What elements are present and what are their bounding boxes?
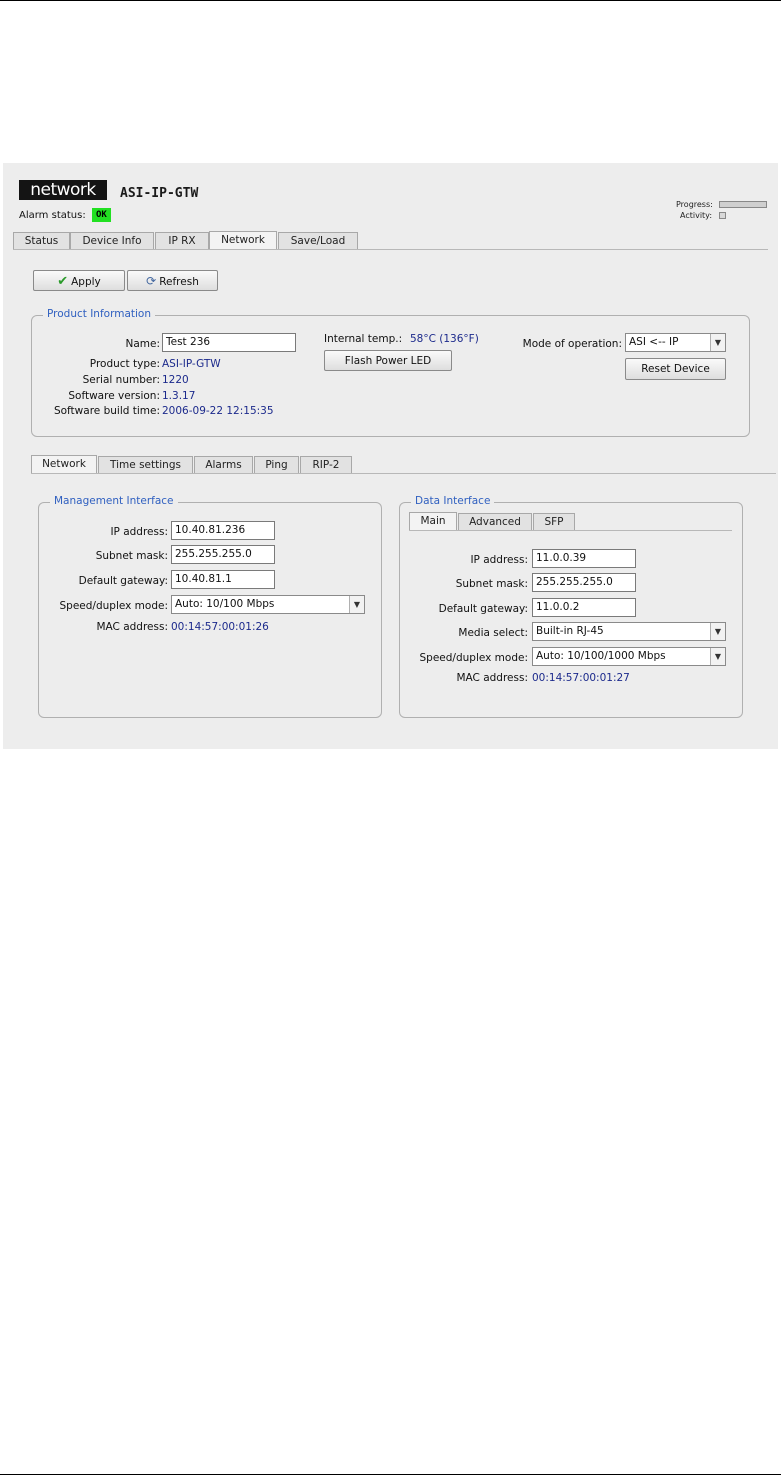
refresh-button[interactable]: ⟳ Refresh [127, 270, 218, 291]
name-label: Name: [125, 338, 160, 350]
software-version-value: 1.3.17 [162, 390, 196, 402]
data-tabs-underline [409, 530, 732, 531]
data-subnet-label: Subnet mask: [455, 578, 528, 590]
management-interface-title: Management Interface [50, 495, 178, 507]
mgmt-subnet-input[interactable]: 255.255.255.0 [171, 545, 275, 564]
sub-tabs-underline [31, 473, 776, 474]
tab-device-info[interactable]: Device Info [70, 232, 154, 250]
mgmt-speed-select[interactable]: Auto: 10/100 Mbps ▼ [171, 595, 365, 614]
software-build-value: 2006-09-22 12:15:35 [162, 405, 274, 417]
data-speed-label: Speed/duplex mode: [419, 652, 528, 664]
subtab-network[interactable]: Network [31, 455, 97, 474]
product-information-title: Product Information [43, 308, 155, 320]
alarm-status-badge: OK [92, 208, 111, 222]
brand-logo: network [19, 180, 107, 200]
mode-of-operation-label: Mode of operation: [522, 338, 622, 350]
data-tab-advanced[interactable]: Advanced [458, 513, 532, 531]
mgmt-gateway-label: Default gateway: [78, 575, 168, 587]
page-top-rule [0, 0, 781, 1]
device-name-input[interactable]: Test 236 [162, 333, 296, 352]
progress-label: Progress: [676, 200, 713, 209]
activity-indicator [719, 212, 726, 219]
product-type-value: ASI-IP-GTW [162, 358, 221, 370]
media-select-label: Media select: [458, 627, 528, 639]
activity-label: Activity: [680, 211, 713, 220]
mgmt-mac-label: MAC address: [96, 621, 168, 633]
data-interface-title: Data Interface [411, 495, 494, 507]
mgmt-mac-value: 00:14:57:00:01:26 [171, 621, 269, 633]
data-mac-value: 00:14:57:00:01:27 [532, 672, 630, 684]
chevron-down-icon: ▼ [710, 623, 725, 640]
data-gateway-label: Default gateway: [438, 603, 528, 615]
data-ip-input[interactable]: 11.0.0.39 [532, 549, 636, 568]
checkmark-icon: ✔ [57, 274, 69, 289]
data-tab-sfp[interactable]: SFP [533, 513, 575, 531]
chevron-down-icon: ▼ [710, 648, 725, 665]
mgmt-gateway-input[interactable]: 10.40.81.1 [171, 570, 275, 589]
page-bottom-rule [0, 1474, 781, 1475]
main-tabs-underline [13, 249, 768, 250]
apply-button[interactable]: ✔ Apply [33, 270, 125, 291]
data-ip-label: IP address: [470, 554, 528, 566]
device-web-ui [3, 163, 778, 749]
data-tab-main[interactable]: Main [409, 512, 457, 531]
software-version-label: Software version: [68, 390, 160, 402]
tab-ip-rx[interactable]: IP RX [155, 232, 209, 250]
tab-network[interactable]: Network [209, 231, 277, 250]
internal-temp-label: Internal temp.: [324, 333, 403, 345]
product-type-label: Product type: [89, 358, 160, 370]
alarm-status-label: Alarm status: [19, 210, 86, 221]
data-speed-select[interactable]: Auto: 10/100/1000 Mbps ▼ [532, 647, 726, 666]
data-subnet-input[interactable]: 255.255.255.0 [532, 573, 636, 592]
serial-number-label: Serial number: [82, 374, 160, 386]
progress-bar [719, 201, 767, 208]
mode-of-operation-select[interactable]: ASI <-- IP ▼ [625, 333, 726, 352]
software-build-label: Software build time: [53, 405, 160, 417]
subtab-rip2[interactable]: RIP-2 [300, 456, 352, 474]
reset-device-button[interactable]: Reset Device [625, 358, 726, 380]
tab-status[interactable]: Status [13, 232, 70, 250]
mgmt-speed-label: Speed/duplex mode: [59, 600, 168, 612]
media-select-dropdown[interactable]: Built-in RJ-45 ▼ [532, 622, 726, 641]
chevron-down-icon: ▼ [710, 334, 725, 351]
serial-number-value: 1220 [162, 374, 189, 386]
internal-temp-value: 58°C (136°F) [410, 333, 479, 345]
data-gateway-input[interactable]: 11.0.0.2 [532, 598, 636, 617]
subtab-alarms[interactable]: Alarms [194, 456, 253, 474]
tab-save-load[interactable]: Save/Load [278, 232, 358, 250]
refresh-icon: ⟳ [146, 274, 157, 288]
flash-power-led-button[interactable]: Flash Power LED [324, 350, 452, 371]
subtab-time-settings[interactable]: Time settings [98, 456, 193, 474]
device-name: ASI-IP-GTW [120, 186, 199, 201]
chevron-down-icon: ▼ [349, 596, 364, 613]
mgmt-subnet-label: Subnet mask: [95, 550, 168, 562]
mgmt-ip-input[interactable]: 10.40.81.236 [171, 521, 275, 540]
subtab-ping[interactable]: Ping [254, 456, 299, 474]
data-mac-label: MAC address: [456, 672, 528, 684]
mgmt-ip-label: IP address: [110, 526, 168, 538]
